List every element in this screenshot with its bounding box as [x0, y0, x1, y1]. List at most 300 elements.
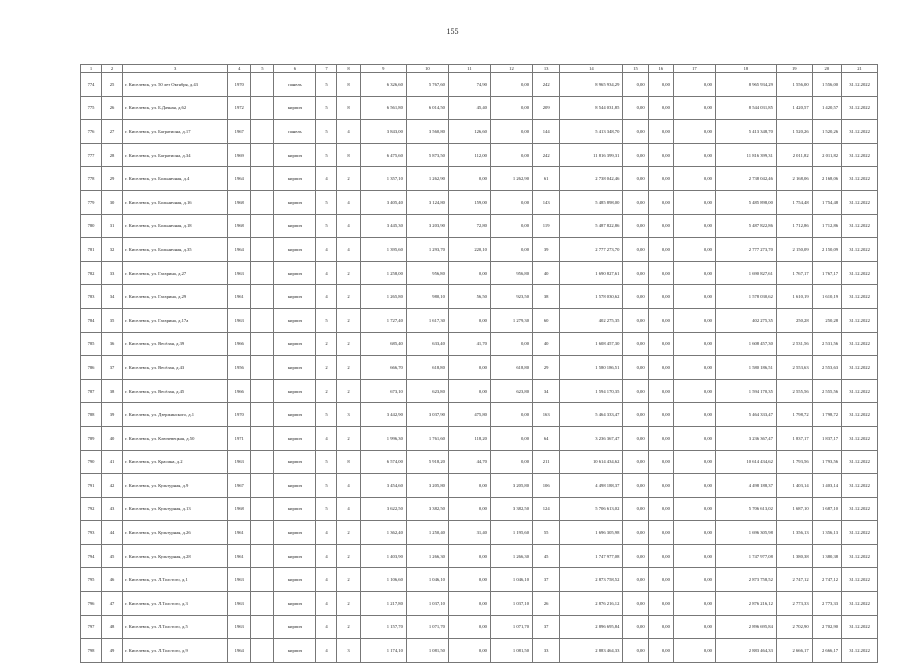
table-cell: 112,00: [448, 143, 490, 167]
table-cell: 1 556,00: [776, 73, 812, 97]
table-cell: 31.12.2022: [842, 356, 878, 380]
table-cell: 5: [316, 474, 337, 498]
table-row: [81, 403, 878, 427]
table-cell: 1 037,10: [490, 592, 532, 616]
table-cell: 1 081,50: [406, 639, 448, 663]
table-cell: 4: [316, 426, 337, 450]
table-cell: 1 356,13: [776, 521, 812, 545]
table-row: [81, 639, 878, 663]
table-cell: 5: [316, 73, 337, 97]
table-cell: 1 687,10: [776, 497, 812, 521]
table-cell: 1 403,14: [776, 474, 812, 498]
table-cell: 2 011,82: [812, 143, 841, 167]
table-cell: 4 498 188,37: [560, 474, 623, 498]
table-cell: 0,00: [648, 96, 673, 120]
table-cell: 40: [533, 332, 560, 356]
table-cell: кирпич: [274, 592, 316, 616]
table-cell: кирпич: [274, 261, 316, 285]
table-cell: 8: [337, 450, 360, 474]
table-cell: 1 793,56: [812, 450, 841, 474]
column-header: 20: [812, 65, 841, 73]
table-cell: 3 405,40: [360, 190, 406, 214]
table-cell: 250,28: [812, 308, 841, 332]
table-cell: 31.12.2022: [842, 73, 878, 97]
table-cell: 1967: [228, 120, 251, 144]
table-row: [81, 450, 878, 474]
table-cell: 33: [102, 261, 123, 285]
table-cell: 2 011,82: [776, 143, 812, 167]
table-cell: 0,00: [648, 308, 673, 332]
table-cell: 1 071,70: [490, 615, 532, 639]
table-cell: 4: [316, 615, 337, 639]
table-cell: 5 487 822,86: [560, 214, 623, 238]
address-cell: г. Киселевск, ул. Больничная, д.35: [123, 238, 228, 262]
table-cell: 45,40: [448, 96, 490, 120]
table-cell: 2 150,09: [812, 238, 841, 262]
table-cell: 0,00: [448, 544, 490, 568]
table-cell: 956,80: [406, 261, 448, 285]
table-cell: 0,00: [623, 308, 648, 332]
table-cell: 10 614 434,62: [715, 450, 776, 474]
table-cell: 1 046,10: [406, 568, 448, 592]
table-cell: 0,00: [448, 261, 490, 285]
table-cell: 0,00: [623, 474, 648, 498]
table-cell: 0,00: [448, 474, 490, 498]
table-cell: 4: [316, 521, 337, 545]
column-header: 15: [623, 65, 648, 73]
table-cell: 1 767,17: [812, 261, 841, 285]
table-cell: 0,00: [648, 214, 673, 238]
table-cell: 0,00: [448, 379, 490, 403]
table-cell: 0,00: [623, 403, 648, 427]
table-cell: 0,00: [623, 238, 648, 262]
table-cell: 72,80: [448, 214, 490, 238]
table-cell: 31.12.2022: [842, 285, 878, 309]
table-cell: 32: [102, 238, 123, 262]
table-cell: 31.12.2022: [842, 497, 878, 521]
table-cell: 5 706 613,02: [560, 497, 623, 521]
table-cell: 0,00: [648, 332, 673, 356]
table-header: [81, 65, 878, 73]
table-cell: 1967: [228, 474, 251, 498]
table-cell: 0,00: [490, 214, 532, 238]
table-cell: [251, 568, 274, 592]
table-cell: 3 445,30: [360, 214, 406, 238]
table-cell: 785: [81, 332, 102, 356]
table-cell: 2 773,33: [776, 592, 812, 616]
table-cell: 2: [337, 615, 360, 639]
table-cell: 5 706 613,02: [715, 497, 776, 521]
table-cell: [251, 474, 274, 498]
table-cell: 31.12.2022: [842, 143, 878, 167]
table-cell: 55: [533, 521, 560, 545]
table-cell: 0,00: [623, 592, 648, 616]
table-cell: 1 754,48: [776, 190, 812, 214]
table-cell: 1 837,17: [776, 426, 812, 450]
table-cell: 126,60: [448, 120, 490, 144]
address-cell: г. Киселевск, ул. Весёлая, д.39: [123, 332, 228, 356]
table-cell: 25: [102, 73, 123, 97]
table-cell: 8: [337, 143, 360, 167]
table-cell: 2 738 042,46: [560, 167, 623, 191]
address-cell: г. Киселевск, ул. Культурная, д.13: [123, 497, 228, 521]
table-cell: 1 690 827,61: [715, 261, 776, 285]
address-cell: г. Киселевск, ул. Багратиона, д.17: [123, 120, 228, 144]
table-cell: 2: [337, 167, 360, 191]
table-cell: 1 687,10: [812, 497, 841, 521]
table-cell: 5: [316, 308, 337, 332]
table-cell: 2 666,17: [812, 639, 841, 663]
table-cell: 39: [102, 403, 123, 427]
table-cell: 0,00: [673, 592, 715, 616]
table-cell: 163: [533, 403, 560, 427]
table-cell: 5 873,50: [406, 143, 448, 167]
column-header: 21: [842, 65, 878, 73]
table-cell: 797: [81, 615, 102, 639]
address-cell: г. Киселевск, ул. Культурная, д.28: [123, 544, 228, 568]
table-cell: 0,00: [648, 120, 673, 144]
table-cell: 980,10: [406, 285, 448, 309]
table-cell: кирпич: [274, 96, 316, 120]
table-cell: 5: [316, 214, 337, 238]
table-cell: 4: [337, 214, 360, 238]
table-cell: 3 236 367,47: [560, 426, 623, 450]
table-cell: 623,80: [490, 379, 532, 403]
table-row: [81, 474, 878, 498]
table-cell: 0,00: [623, 190, 648, 214]
table-cell: 1 266,30: [490, 544, 532, 568]
table-cell: 29: [533, 356, 560, 380]
table-cell: 49: [102, 639, 123, 663]
column-header: 11: [448, 65, 490, 73]
table-cell: 2: [337, 308, 360, 332]
table-cell: 1 217,80: [360, 592, 406, 616]
table-cell: 1 258,00: [360, 261, 406, 285]
table-cell: 402 275,35: [715, 308, 776, 332]
table-cell: 4: [337, 497, 360, 521]
address-cell: г. Киселевск, ул. Л.Толстого, д.5: [123, 615, 228, 639]
table-cell: [251, 356, 274, 380]
table-cell: 1 362,40: [360, 521, 406, 545]
table-cell: 1963: [228, 261, 251, 285]
table-cell: 5 413 348,70: [560, 120, 623, 144]
table-cell: [251, 261, 274, 285]
table-cell: 31.12.2022: [842, 261, 878, 285]
table-cell: 1 608 457,30: [560, 332, 623, 356]
table-cell: 3 442,90: [360, 403, 406, 427]
table-cell: 0,00: [448, 592, 490, 616]
table-cell: 31.12.2022: [842, 190, 878, 214]
table-cell: 0,00: [490, 332, 532, 356]
table-cell: 1 265,80: [360, 285, 406, 309]
address-cell: г. Киселевск, ул. Весёлая, д.43: [123, 356, 228, 380]
table-cell: 0,00: [673, 285, 715, 309]
table-cell: 0,00: [648, 261, 673, 285]
table-cell: 1 727,40: [360, 308, 406, 332]
column-header: 3: [123, 65, 228, 73]
table-cell: 783: [81, 285, 102, 309]
table-cell: 1 696 305,98: [560, 521, 623, 545]
table-cell: [251, 167, 274, 191]
table-cell: 6 326,60: [360, 73, 406, 97]
table-cell: 242: [533, 73, 560, 97]
table-cell: 1 106,60: [360, 568, 406, 592]
table-cell: 0,00: [448, 167, 490, 191]
table-cell: 8 544 031,85: [560, 96, 623, 120]
table-cell: 1970: [228, 73, 251, 97]
column-header: 19: [776, 65, 812, 73]
table-cell: 0,00: [448, 356, 490, 380]
table-cell: 2 738 042,46: [715, 167, 776, 191]
table-cell: 27: [102, 120, 123, 144]
table-cell: 8 965 934,29: [715, 73, 776, 97]
table-cell: 0,00: [673, 143, 715, 167]
table-cell: 0,00: [673, 261, 715, 285]
column-header: 2: [102, 65, 123, 73]
table-cell: 2: [337, 356, 360, 380]
table-cell: 0,00: [448, 497, 490, 521]
table-cell: 0,00: [623, 379, 648, 403]
table-row: [81, 190, 878, 214]
table-cell: 1 747 977,08: [715, 544, 776, 568]
table-cell: кирпич: [274, 544, 316, 568]
table-cell: [251, 285, 274, 309]
table-cell: [251, 379, 274, 403]
table-cell: 0,00: [623, 285, 648, 309]
address-cell: г. Киселевск, ул. Л.Толстого, д.3: [123, 592, 228, 616]
table-cell: 0,00: [623, 521, 648, 545]
table-cell: 2 747,12: [776, 568, 812, 592]
table-cell: [251, 544, 274, 568]
table-cell: 0,00: [648, 521, 673, 545]
table-cell: кирпич: [274, 403, 316, 427]
table-cell: 0,00: [673, 308, 715, 332]
table-cell: 31.12.2022: [842, 308, 878, 332]
table-cell: 1 262,90: [490, 167, 532, 191]
table-cell: кирпич: [274, 214, 316, 238]
table-cell: 41,70: [448, 332, 490, 356]
table-cell: 41: [102, 450, 123, 474]
table-cell: 4: [316, 285, 337, 309]
table-cell: 2: [316, 332, 337, 356]
registry-table: [80, 64, 878, 663]
table-cell: 0,00: [490, 426, 532, 450]
table-cell: 779: [81, 190, 102, 214]
table-cell: 37: [102, 356, 123, 380]
table-cell: 1 712,86: [776, 214, 812, 238]
table-cell: 31.12.2022: [842, 615, 878, 639]
table-cell: 0,00: [448, 639, 490, 663]
table-cell: 2 150,09: [776, 238, 812, 262]
table-cell: 2 883 464,33: [715, 639, 776, 663]
table-cell: 40: [102, 426, 123, 450]
table-cell: 4: [316, 568, 337, 592]
table-cell: 3 382,50: [406, 497, 448, 521]
table-cell: 1968: [228, 497, 251, 521]
table-cell: 31.12.2022: [842, 450, 878, 474]
table-cell: 2: [337, 521, 360, 545]
table-cell: 1 420,57: [812, 96, 841, 120]
table-cell: 0,00: [623, 615, 648, 639]
table-cell: 1964: [228, 167, 251, 191]
table-cell: 2 702,90: [812, 615, 841, 639]
table-cell: 3 454,60: [360, 474, 406, 498]
table-cell: 0,00: [673, 639, 715, 663]
table-cell: кирпич: [274, 426, 316, 450]
table-cell: 1 046,10: [490, 568, 532, 592]
table-cell: 31.12.2022: [842, 167, 878, 191]
table-cell: 0,00: [490, 96, 532, 120]
table-cell: 0,00: [623, 426, 648, 450]
table-row: [81, 379, 878, 403]
column-header: 14: [560, 65, 623, 73]
table-cell: 0,00: [623, 214, 648, 238]
table-cell: 1 266,30: [406, 544, 448, 568]
table-cell: панель: [274, 73, 316, 97]
table-cell: 1963: [228, 568, 251, 592]
table-cell: 5: [316, 450, 337, 474]
table-cell: 40: [533, 261, 560, 285]
table-cell: 1961: [228, 521, 251, 545]
column-header: 9: [360, 65, 406, 73]
table-cell: 1972: [228, 96, 251, 120]
table-cell: 2 883 464,33: [560, 639, 623, 663]
table-cell: 774: [81, 73, 102, 97]
table-cell: 31.12.2022: [842, 214, 878, 238]
table-cell: 780: [81, 214, 102, 238]
table-cell: кирпич: [274, 167, 316, 191]
table-cell: 8: [337, 96, 360, 120]
table-cell: кирпич: [274, 308, 316, 332]
table-cell: 2: [337, 332, 360, 356]
table-cell: 0,00: [648, 544, 673, 568]
table-cell: кирпич: [274, 143, 316, 167]
table-cell: 790: [81, 450, 102, 474]
table-cell: 43: [102, 497, 123, 521]
table-cell: 402 275,35: [560, 308, 623, 332]
table-cell: 1968: [228, 190, 251, 214]
table-cell: 1 712,86: [812, 214, 841, 238]
table-cell: 782: [81, 261, 102, 285]
table-row: [81, 497, 878, 521]
table-cell: 118,20: [448, 426, 490, 450]
table-cell: 48: [102, 615, 123, 639]
table-cell: 0,00: [623, 120, 648, 144]
address-cell: г. Киселевск, ул. Весёлая, д.45: [123, 379, 228, 403]
table-cell: 1 608 457,30: [715, 332, 776, 356]
address-cell: г. Киселевск, ул. Больничная, д.4: [123, 167, 228, 191]
table-cell: 31: [102, 214, 123, 238]
table-cell: 31.12.2022: [842, 568, 878, 592]
table-cell: 5: [316, 120, 337, 144]
table-cell: [251, 332, 274, 356]
table-cell: 0,00: [490, 73, 532, 97]
address-cell: г. Киселевск, ул. Ключевецкая, д.50: [123, 426, 228, 450]
table-cell: 0,00: [673, 497, 715, 521]
table-cell: 37: [533, 568, 560, 592]
table-cell: 31.12.2022: [842, 120, 878, 144]
table-cell: 6 561,80: [360, 96, 406, 120]
column-header: 17: [673, 65, 715, 73]
table-row: [81, 73, 878, 97]
table-cell: 5 485 898,00: [715, 190, 776, 214]
table-cell: 220,10: [448, 238, 490, 262]
table-cell: 673,10: [360, 379, 406, 403]
table-cell: 777: [81, 143, 102, 167]
table-cell: 31.12.2022: [842, 96, 878, 120]
table-cell: 1 696 305,98: [715, 521, 776, 545]
table-cell: [251, 426, 274, 450]
column-header: 16: [648, 65, 673, 73]
table-cell: 1 798,72: [776, 403, 812, 427]
table-cell: 0,00: [673, 450, 715, 474]
table-cell: 5 413 348,70: [715, 120, 776, 144]
address-cell: г. Киселевск, ул. Дзержинского, д.1: [123, 403, 228, 427]
table-cell: 956,80: [490, 261, 532, 285]
table-cell: 1 617,30: [406, 308, 448, 332]
table-cell: 4: [337, 238, 360, 262]
table-cell: 2 777 273,70: [715, 238, 776, 262]
column-header: 18: [715, 65, 776, 73]
table-cell: 42: [102, 474, 123, 498]
column-header: 12: [490, 65, 532, 73]
table-cell: 0,00: [673, 544, 715, 568]
table-cell: 776: [81, 120, 102, 144]
table-cell: 26: [533, 592, 560, 616]
table-cell: 2 555,56: [776, 379, 812, 403]
table-cell: 0,00: [648, 615, 673, 639]
table-cell: 5: [316, 403, 337, 427]
table-cell: панель: [274, 120, 316, 144]
column-header: 8: [337, 65, 360, 73]
table-cell: 0,00: [648, 403, 673, 427]
table-cell: 0,00: [673, 238, 715, 262]
table-cell: 3 205,80: [490, 474, 532, 498]
table-cell: 36: [102, 332, 123, 356]
table-cell: [251, 96, 274, 120]
table-cell: 2 896 695,84: [560, 615, 623, 639]
table-cell: 5: [316, 143, 337, 167]
table-cell: 1956: [228, 356, 251, 380]
table-cell: [251, 592, 274, 616]
table-cell: 47: [102, 592, 123, 616]
table-cell: 4: [316, 592, 337, 616]
table-cell: [251, 497, 274, 521]
table-cell: 3: [337, 403, 360, 427]
table-row: [81, 238, 878, 262]
table-row: [81, 568, 878, 592]
table-cell: [251, 143, 274, 167]
table-cell: 3 236 367,47: [715, 426, 776, 450]
table-cell: 3 037,90: [406, 403, 448, 427]
table-cell: 106: [533, 474, 560, 498]
table-cell: 1 403,90: [360, 544, 406, 568]
table-cell: 74,90: [448, 73, 490, 97]
table-cell: 3 843,00: [360, 120, 406, 144]
address-cell: г. Киселевск, ул. Больничная, д.16: [123, 190, 228, 214]
table-cell: 2 777 273,70: [560, 238, 623, 262]
table-cell: 0,00: [673, 474, 715, 498]
table-cell: 3 622,50: [360, 497, 406, 521]
table-row: [81, 332, 878, 356]
address-cell: г. Киселевск, ул. Л.Толстого, д.9: [123, 639, 228, 663]
table-cell: 2: [337, 592, 360, 616]
table-cell: 1 767,17: [776, 261, 812, 285]
table-cell: 0,00: [673, 214, 715, 238]
table-cell: 2 553,63: [776, 356, 812, 380]
table-cell: 5 918,20: [406, 450, 448, 474]
table-cell: кирпич: [274, 497, 316, 521]
